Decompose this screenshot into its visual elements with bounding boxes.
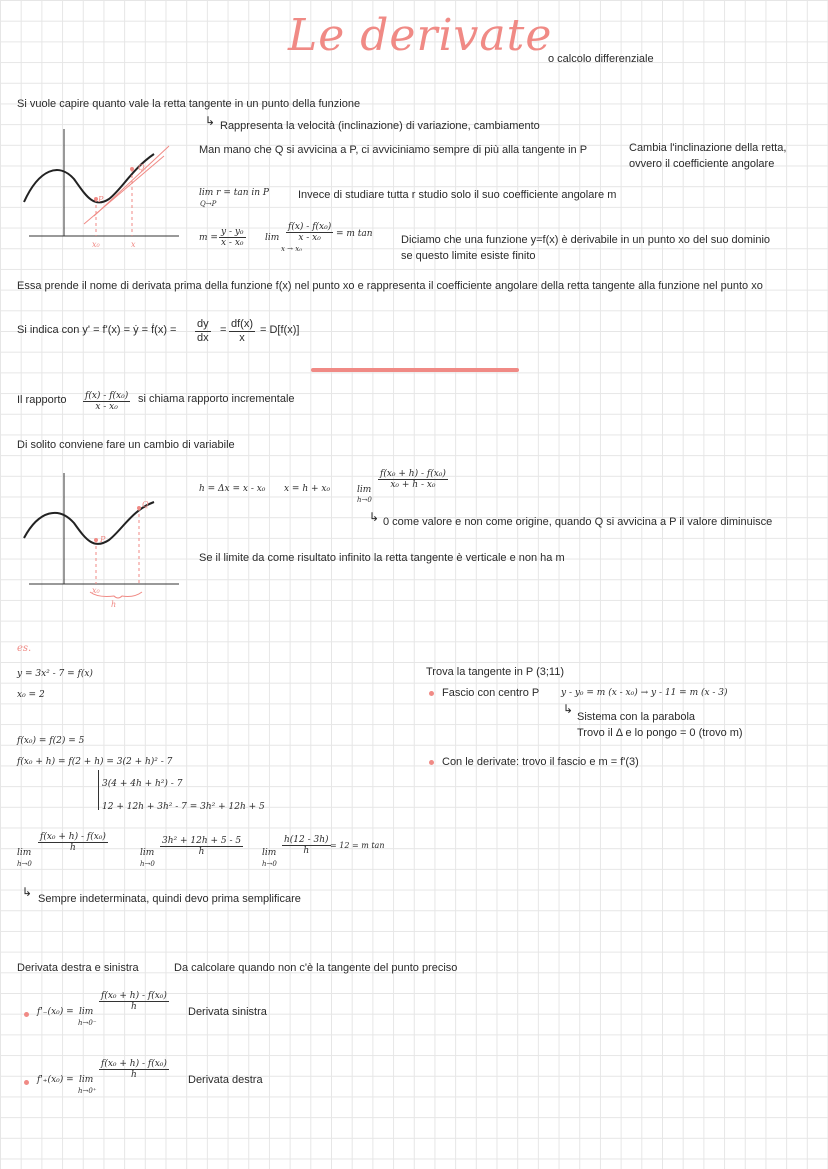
lim-label: lim bbox=[265, 233, 280, 243]
left-derivative-lim: lim bbox=[79, 1007, 94, 1017]
graph1-x0-label: x₀ bbox=[92, 240, 100, 249]
lim-label-2: lim bbox=[357, 485, 372, 495]
ex-fraction-1-den: h bbox=[70, 843, 76, 853]
trova-text: Trova la tangente in P (3;11) bbox=[426, 666, 564, 678]
example-x0: x₀ = 2 bbox=[17, 690, 45, 700]
rapporto-post: si chiama rapporto incrementale bbox=[138, 393, 295, 405]
sistema-text-1: Sistema con la parabola bbox=[577, 711, 696, 723]
ex-fraction-3 bbox=[282, 835, 331, 856]
rapporto-den: x - x₀ bbox=[95, 402, 118, 412]
left-derivative-lhs: f'₋(x₀) = bbox=[37, 1007, 74, 1017]
bullet-icon bbox=[24, 1080, 29, 1085]
diciamo-text-1: Diciamo che una funzione y=f(x) è derivabile in un punto xo del suo dominio bbox=[401, 234, 771, 246]
cambia-text-1: Cambia l'inclinazione della retta, bbox=[629, 142, 787, 154]
derivation-bracket bbox=[98, 770, 99, 810]
incremental-den: x₀ + h - x₀ bbox=[390, 480, 436, 490]
man-mano-text: Man mano che Q si avvicina a P, ci avviciniamo sempre di più alla tangente in P bbox=[199, 144, 588, 156]
ex-fraction-2 bbox=[160, 836, 243, 857]
m-fraction bbox=[219, 227, 246, 248]
page-title: Le derivate bbox=[288, 10, 553, 61]
fascio-label: Fascio con centro P bbox=[442, 687, 540, 699]
left-den: h bbox=[131, 1002, 137, 1012]
right-derivative-fraction bbox=[99, 1059, 169, 1080]
bullet-icon bbox=[429, 760, 434, 765]
m-eq: m = bbox=[199, 233, 218, 243]
right-derivative-lhs: f'₊(x₀) = bbox=[37, 1075, 74, 1085]
f-num: f(x) - f(x₀) bbox=[288, 222, 332, 232]
lim-r-sub: Q→P bbox=[200, 200, 217, 208]
graph1-q-label: Q bbox=[138, 163, 145, 172]
derivate-text: Con le derivate: trovo il fascio e m = f'(3) bbox=[442, 756, 639, 768]
ex-lim-1-sub: h→0 bbox=[17, 860, 32, 868]
example-step-1: 3(4 + 4h + h²) - 7 bbox=[102, 779, 183, 789]
dfx-den: x bbox=[239, 332, 245, 345]
ex-lim-3: lim bbox=[262, 848, 277, 858]
example-fx0: f(x₀) = f(2) = 5 bbox=[17, 736, 85, 746]
bullet-icon bbox=[429, 691, 434, 696]
left-derivative-sub: h→0⁻ bbox=[78, 1019, 97, 1027]
m-num: y - y₀ bbox=[221, 227, 244, 237]
ex-fraction-2-num: 3h² + 12h + 5 - 5 bbox=[162, 836, 242, 846]
infinito-text: Se il limite da come risultato infinito la retta tangente è verticale e non ha m bbox=[199, 552, 565, 564]
rappresenta-text: Rappresenta la velocità (inclinazione) di variazione, cambiamento bbox=[220, 120, 540, 132]
arrow-icon: ↳ bbox=[369, 510, 380, 524]
m-den: x - x₀ bbox=[221, 238, 244, 248]
lim-r-formula: lim r = tan in P bbox=[199, 188, 269, 198]
lim-sub: x → x₀ bbox=[281, 245, 303, 253]
rapporto-pre: Il rapporto bbox=[17, 394, 67, 406]
dfx: df(x) bbox=[229, 318, 255, 332]
ds-heading: Derivata destra e sinistra bbox=[17, 962, 139, 974]
fascio-equation: y - y₀ = m (x - x₀) → y - 11 = m (x - 3) bbox=[561, 688, 728, 698]
graph2-p-label: P bbox=[100, 535, 106, 544]
essa-text: Essa prende il nome di derivata prima della funzione f(x) nel punto xo e rappresenta il coefficiente angolare della retta tangente alla funzione nel punto xo bbox=[17, 280, 763, 292]
graph2-h-label: h bbox=[111, 600, 117, 609]
eq-sign: = bbox=[220, 324, 227, 336]
right-num: f(x₀ + h) - f(x₀) bbox=[101, 1059, 167, 1069]
example-fxh: f(x₀ + h) = f(2 + h) = 3(2 + h)² - 7 bbox=[17, 757, 173, 767]
d-notation: = D[f(x)] bbox=[260, 324, 300, 336]
dy-dx-fraction bbox=[195, 318, 211, 345]
ex-lim-2: lim bbox=[140, 848, 155, 858]
incremental-fraction bbox=[378, 469, 448, 490]
zero-text: 0 come valore e non come origine, quando Q si avvicina a P il valore diminuisce bbox=[383, 516, 773, 528]
cambia-text-2: ovvero il coefficiente angolare bbox=[629, 158, 775, 170]
section-divider bbox=[311, 368, 519, 372]
m-tan: = m tan bbox=[336, 229, 373, 239]
page-subtitle: o calcolo differenziale bbox=[548, 53, 654, 65]
example-function: y = 3x² - 7 = f(x) bbox=[17, 669, 93, 679]
left-num: f(x₀ + h) - f(x₀) bbox=[101, 991, 167, 1001]
tangent-graph bbox=[14, 124, 184, 259]
ex-result: = 12 = m tan bbox=[330, 841, 385, 850]
left-derivative-label: Derivata sinistra bbox=[188, 1006, 267, 1018]
dfx-fraction bbox=[229, 318, 255, 345]
sistema-text-2: Trovo il Δ e lo pongo = 0 (trovo m) bbox=[577, 727, 743, 739]
sempre-text: Sempre indeterminata, quindi devo prima semplificare bbox=[38, 893, 301, 905]
graph2-q-label: Q bbox=[142, 500, 149, 509]
ex-lim-2-sub: h→0 bbox=[140, 860, 155, 868]
invece-text: Invece di studiare tutta r studio solo il suo coefficiente angolare m bbox=[298, 189, 617, 201]
example-label: es. bbox=[17, 643, 32, 654]
example-step-2: 12 + 12h + 3h² - 7 = 3h² + 12h + 5 bbox=[102, 802, 265, 812]
ex-fraction-1 bbox=[38, 832, 108, 853]
right-derivative-sub: h→0⁺ bbox=[78, 1087, 97, 1095]
ds-desc: Da calcolare quando non c'è la tangente del punto preciso bbox=[174, 962, 458, 974]
arrow-icon: ↳ bbox=[205, 114, 216, 128]
graph1-p-label: P bbox=[98, 195, 104, 204]
rapporto-num: f(x) - f(x₀) bbox=[85, 391, 129, 401]
cambio-text: Di solito conviene fare un cambio di variabile bbox=[17, 439, 235, 451]
graph1-x-label: x bbox=[131, 240, 136, 249]
rapporto-fraction bbox=[83, 391, 130, 412]
lim-sub-2: h→0 bbox=[357, 496, 372, 504]
f-den: x - x₀ bbox=[298, 233, 321, 243]
bullet-icon bbox=[24, 1012, 29, 1017]
right-derivative-lim: lim bbox=[79, 1075, 94, 1085]
arrow-icon: ↳ bbox=[563, 702, 574, 716]
intro-text: Si vuole capire quanto vale la retta tangente in un punto della funzione bbox=[17, 98, 361, 110]
incremental-num: f(x₀ + h) - f(x₀) bbox=[380, 469, 446, 479]
h-definition: h = Δx = x - x₀ bbox=[199, 484, 266, 494]
ex-lim-3-sub: h→0 bbox=[262, 860, 277, 868]
diciamo-text-2: se questo limite esiste finito bbox=[401, 250, 536, 262]
right-den: h bbox=[131, 1070, 137, 1080]
dx: dx bbox=[197, 332, 209, 345]
arrow-icon: ↳ bbox=[22, 885, 33, 899]
ex-fraction-3-num: h(12 - 3h) bbox=[284, 835, 329, 845]
f-fraction bbox=[286, 222, 333, 243]
x-definition: x = h + x₀ bbox=[284, 484, 331, 494]
ex-fraction-2-den: h bbox=[198, 847, 205, 857]
left-derivative-fraction bbox=[99, 991, 169, 1012]
ex-fraction-1-num: f(x₀ + h) - f(x₀) bbox=[40, 832, 106, 842]
ex-fraction-3-den: h bbox=[303, 846, 310, 856]
dy: dy bbox=[195, 318, 211, 332]
indica-text: Si indica con y' = f'(x) = ẏ = ḟ(x) = bbox=[17, 324, 177, 336]
graph2-x0-label: x₀ bbox=[92, 586, 100, 595]
ex-lim-1: lim bbox=[17, 848, 32, 858]
right-derivative-label: Derivata destra bbox=[188, 1074, 263, 1086]
